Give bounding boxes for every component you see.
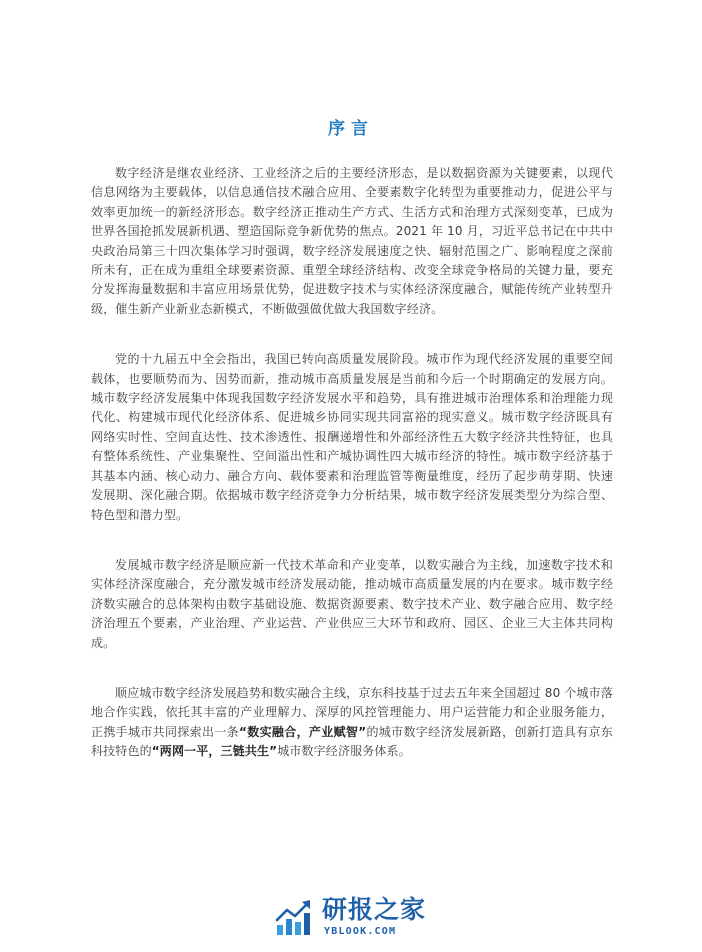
paragraph-2-text: 党的十九届五中全会指出，我国已转向高质量发展阶段。城市作为现代经济发展的重要空间载体，也要顺势而为、因势而新，推动城市高质量发展是当前和今后一个时期确定的发展方向。城市数字经济发展集中体现我国数字经济发展水平和趋势，具有推进城市治理体系和治理能力现代化、构建城市现代化经济体系、促进城乡协同实现共同富裕的现实意义。城市数字经济既具有网络实时性、空间直达性、技术渗透性、报酬递增性和外部经济性五大数字经济共性特征，也具有整体系统性、产业集聚性、空间溢出性和产城协调性四大城市经济的特性。城市数字经济基于其基本内涵、核心动力、融合方向、载体要素和治理监管等衡量维度，经历了起步萌芽期、快速发展期、深化融合期。依据城市数字经济竞争力分析结果，城市数字经济发展类型分为综合型、特色型和潜力型。 [91, 352, 613, 522]
highlight-slogan-1: “数实融合，产业赋智” [239, 724, 367, 739]
paragraph-3 [91, 556, 613, 653]
page-title: 序言 [328, 119, 374, 139]
watermark-title: 研报之家 [322, 895, 427, 924]
paragraph-4 [91, 684, 613, 762]
watermark-url: YBLOOK.COM [324, 926, 397, 937]
preface-body [91, 164, 613, 793]
paragraph-1 [91, 164, 613, 319]
paragraph-2 [91, 350, 613, 525]
paragraph-4-text-2: 的城市数字经济发展新路，创新打造具有京东科技特色的 [91, 724, 613, 759]
highlight-slogan-2: “两网一平，三链共生” [151, 744, 278, 759]
bar-chart-arrow-icon [274, 898, 314, 938]
paragraph-4-text: 顺应城市数字经济发展趋势和数实融合主线，京东科技基于过去五年来全国超过 80 个城市落地合作实践，依托其丰富的产业理解力、深厚的风控管理能力、用户运营能力和企业服务能力，正携手城市共同探索出一条 [91, 685, 613, 739]
paragraph-4-text-3: 城市数字经济服务体系。 [277, 744, 411, 759]
paragraph-1-text: 数字经济是继农业经济、工业经济之后的主要经济形态，是以数据资源为关键要素，以现代信息网络为主要载体，以信息通信技术融合应用、全要素数字化转型为重要推动力，促进公平与效率更加统一的新经济形态。数字经济正推动生产方式、生活方式和治理方式深刻变革，已成为世界各国抢抓发展新机遇、塑造国际竞争新优势的焦点。2021 年 10 月，习近平总书记在中共中央政治局第三十四次集体学习时强调，数字经济发展速度之快、辐射范围之广、影响程度之深前所未有，正在成为重组全球要素资源、重塑全球经济结构、改变全球竞争格局的关键力量，要充分发挥海量数据和丰富应用场景优势，促进数字技术与实体经济深度融合，赋能传统产业转型升级，催生新产业新业态新模式，不断做强做优做大我国数字经济。 [91, 166, 613, 316]
watermark-logo [274, 894, 444, 944]
paragraph-3-text: 发展城市数字经济是顺应新一代技术革命和产业变革，以数实融合为主线，加速数字技术和实体经济深度融合，充分激发城市经济发展动能，推动城市高质量发展的内在要求。城市数字经济数实融合的总体架构由数字基础设施、数据资源要素、数字技术产业、数字融合应用、数字经济治理五个要素，产业治理、产业运营、产业供应三大环节和政府、园区、企业三大主体共同构成。 [91, 557, 613, 650]
